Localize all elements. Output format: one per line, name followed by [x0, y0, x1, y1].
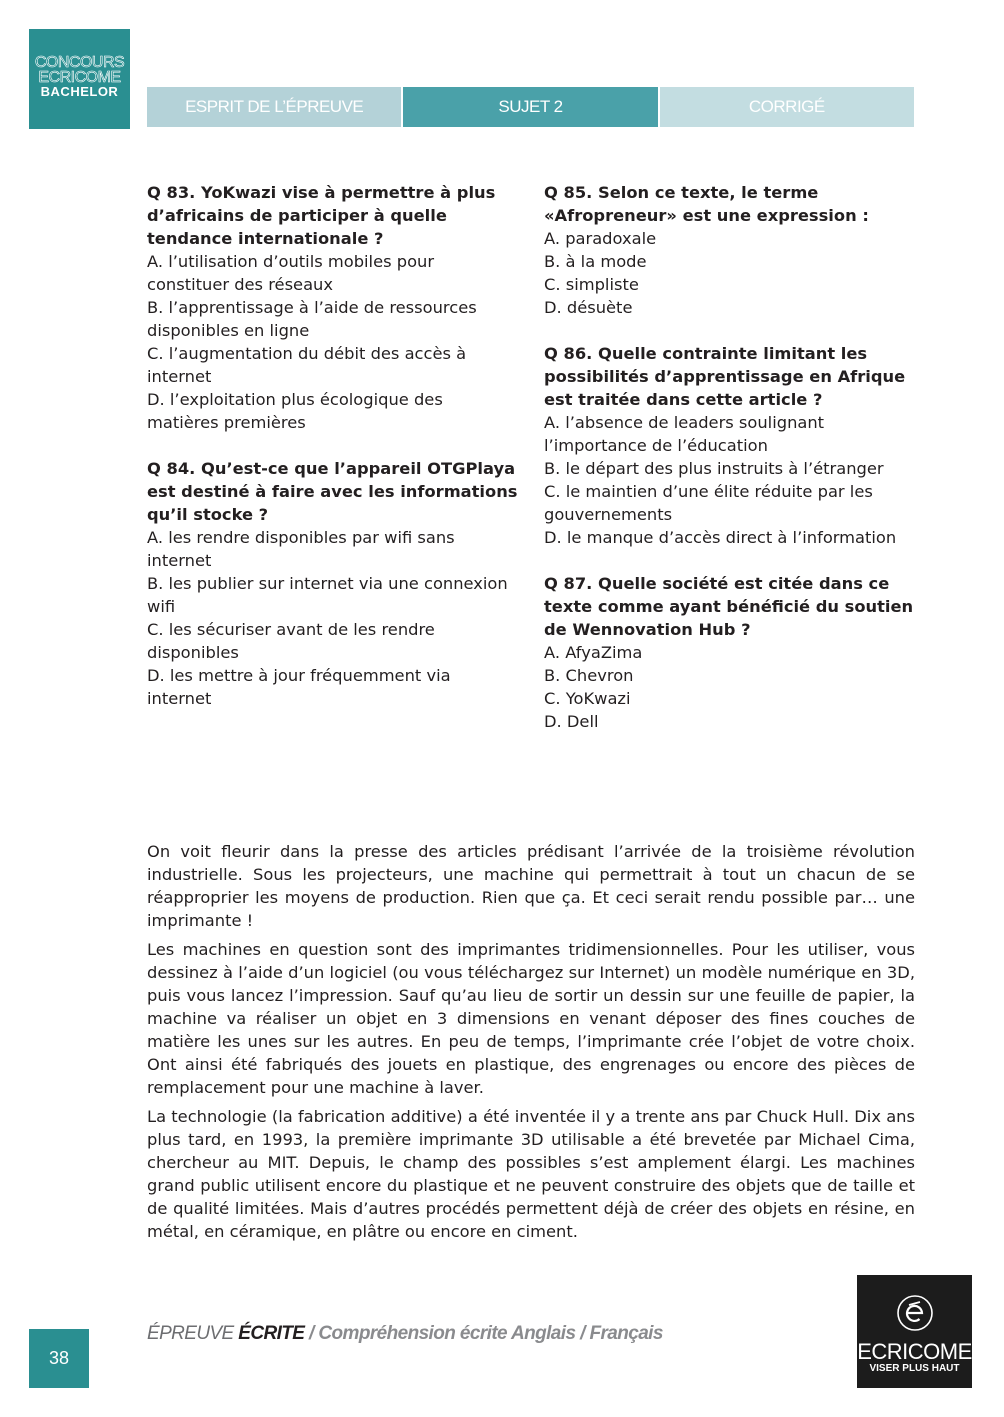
footer-title	[147, 1323, 663, 1345]
question-option: B. à la mode	[544, 252, 647, 271]
footer-ecrite: ÉCRITE	[238, 1323, 305, 1344]
questions-left-column	[147, 181, 519, 733]
logo-line-bachelor: BACHELOR	[40, 84, 119, 99]
question-option: B. l’apprentissage à l’aide de ressources disponibles en ligne	[147, 298, 477, 340]
question-option: A. l’absence de leaders soulignant l’importance de l’éducation	[544, 413, 825, 455]
question-title: Q 84. Qu’est-ce que l’appareil OTGPlaya est destiné à faire avec les informations qu’il stocke ?	[147, 459, 518, 524]
logo-line-ecricome: ECRICOME	[38, 69, 121, 86]
ecricome-brand-logo	[857, 1275, 972, 1388]
footer-subject: / Compréhension écrite Anglais / Français	[304, 1323, 663, 1344]
question-option: C. l’augmentation du débit des accès à internet	[147, 344, 467, 386]
tab-corrige[interactable]: CORRIGÉ	[660, 87, 914, 127]
question-option: C. le maintien d’une élite réduite par les gouvernements	[544, 482, 873, 524]
question-84	[147, 457, 519, 710]
question-option: B. les publier sur internet via une connexion wifi	[147, 574, 508, 616]
question-86	[544, 342, 916, 549]
reading-passage	[147, 840, 915, 1249]
question-83	[147, 181, 519, 434]
logo-line-concours: CONCOURS	[34, 54, 125, 71]
question-option: A. paradoxale	[544, 229, 657, 248]
question-option: D. Dell	[544, 712, 599, 731]
question-title: Q 85. Selon ce texte, le terme «Afropreneur» est une expression :	[544, 183, 869, 225]
question-option: A. AfyaZima	[544, 643, 643, 662]
question-option: C. les sécuriser avant de les rendre disponibles	[147, 620, 435, 662]
question-option: D. le manque d’accès direct à l’information	[544, 528, 897, 547]
passage-paragraph: Les machines en question sont des imprimantes tridimensionnelles. Pour les utiliser, vous dessinez à l’aide d’un logiciel (ou vous téléchargez sur Internet) un modèle numérique en 3D, puis vous lancez l’impression. Sauf qu’au lieu de sortir un dessin sur une feuille de papier, la machine va réaliser un objet en 3 dimensions en venant déposer des fines couches de matière les unes sur les autres. En peu de temps, l’imprimante crée l’objet de votre choix. Ont ainsi été fabriqués des jouets en plastique, des engrenages ou encore des pièces de remplacement pour une machine à laver.	[147, 940, 915, 1097]
question-option: D. désuète	[544, 298, 633, 317]
question-85	[544, 181, 916, 319]
page-number: 38	[29, 1329, 89, 1388]
ecricome-e-icon	[896, 1294, 934, 1332]
tab-esprit-epreuve[interactable]: ESPRIT DE L’ÉPREUVE	[147, 87, 401, 127]
brand-tagline: VISER PLUS HAUT	[869, 1363, 960, 1374]
question-title: Q 83. YoKwazi vise à permettre à plus d’africains de participer à quelle tendance internationale ?	[147, 183, 496, 248]
question-option: D. les mettre à jour fréquemment via internet	[147, 666, 451, 708]
section-tabs	[147, 87, 914, 127]
question-87	[544, 572, 916, 733]
concours-logo	[29, 29, 130, 129]
question-title: Q 87. Quelle société est citée dans ce texte comme ayant bénéficié du soutien de Wennovation Hub ?	[544, 574, 914, 639]
question-option: A. les rendre disponibles par wifi sans internet	[147, 528, 455, 570]
tab-sujet-2[interactable]: SUJET 2	[403, 87, 657, 127]
footer-epreuve: ÉPREUVE	[147, 1323, 239, 1344]
questions-right-column	[544, 181, 916, 756]
passage-paragraph: La technologie (la fabrication additive) a été inventée il y a trente ans par Chuck Hull. Dix ans plus tard, en 1993, la première imprimante 3D utilisable a été brevetée par Michael Cima, chercheur au MIT. Depuis, le champ des possibles s’est amplement élargi. Les machines grand public utilisent encore du plastique et ne peuvent construire des objets que de taille et de qualité limitées. Mais d’autres procédés permettent déjà de créer des objets en résine, en métal, en céramique, en plâtre ou encore en ciment.	[147, 1107, 915, 1241]
question-option: C. simpliste	[544, 275, 639, 294]
question-option: B. le départ des plus instruits à l’étranger	[544, 459, 884, 478]
question-option: C. YoKwazi	[544, 689, 631, 708]
question-option: B. Chevron	[544, 666, 634, 685]
brand-name: ECRICOME	[857, 1339, 972, 1364]
question-title: Q 86. Quelle contrainte limitant les possibilités d’apprentissage en Afrique est traitée dans cette article ?	[544, 344, 906, 409]
question-option: A. l’utilisation d’outils mobiles pour constituer des réseaux	[147, 252, 435, 294]
passage-paragraph: On voit fleurir dans la presse des articles prédisant l’arrivée de la troisième révolution industrielle. Sous les projecteurs, une machine qui permettrait à tout un chacun de se réapproprier les moyens de production. Rien que ça. Et ceci serait rendu possible par… une imprimante !	[147, 842, 915, 930]
question-option: D. l’exploitation plus écologique des matières premières	[147, 390, 443, 432]
